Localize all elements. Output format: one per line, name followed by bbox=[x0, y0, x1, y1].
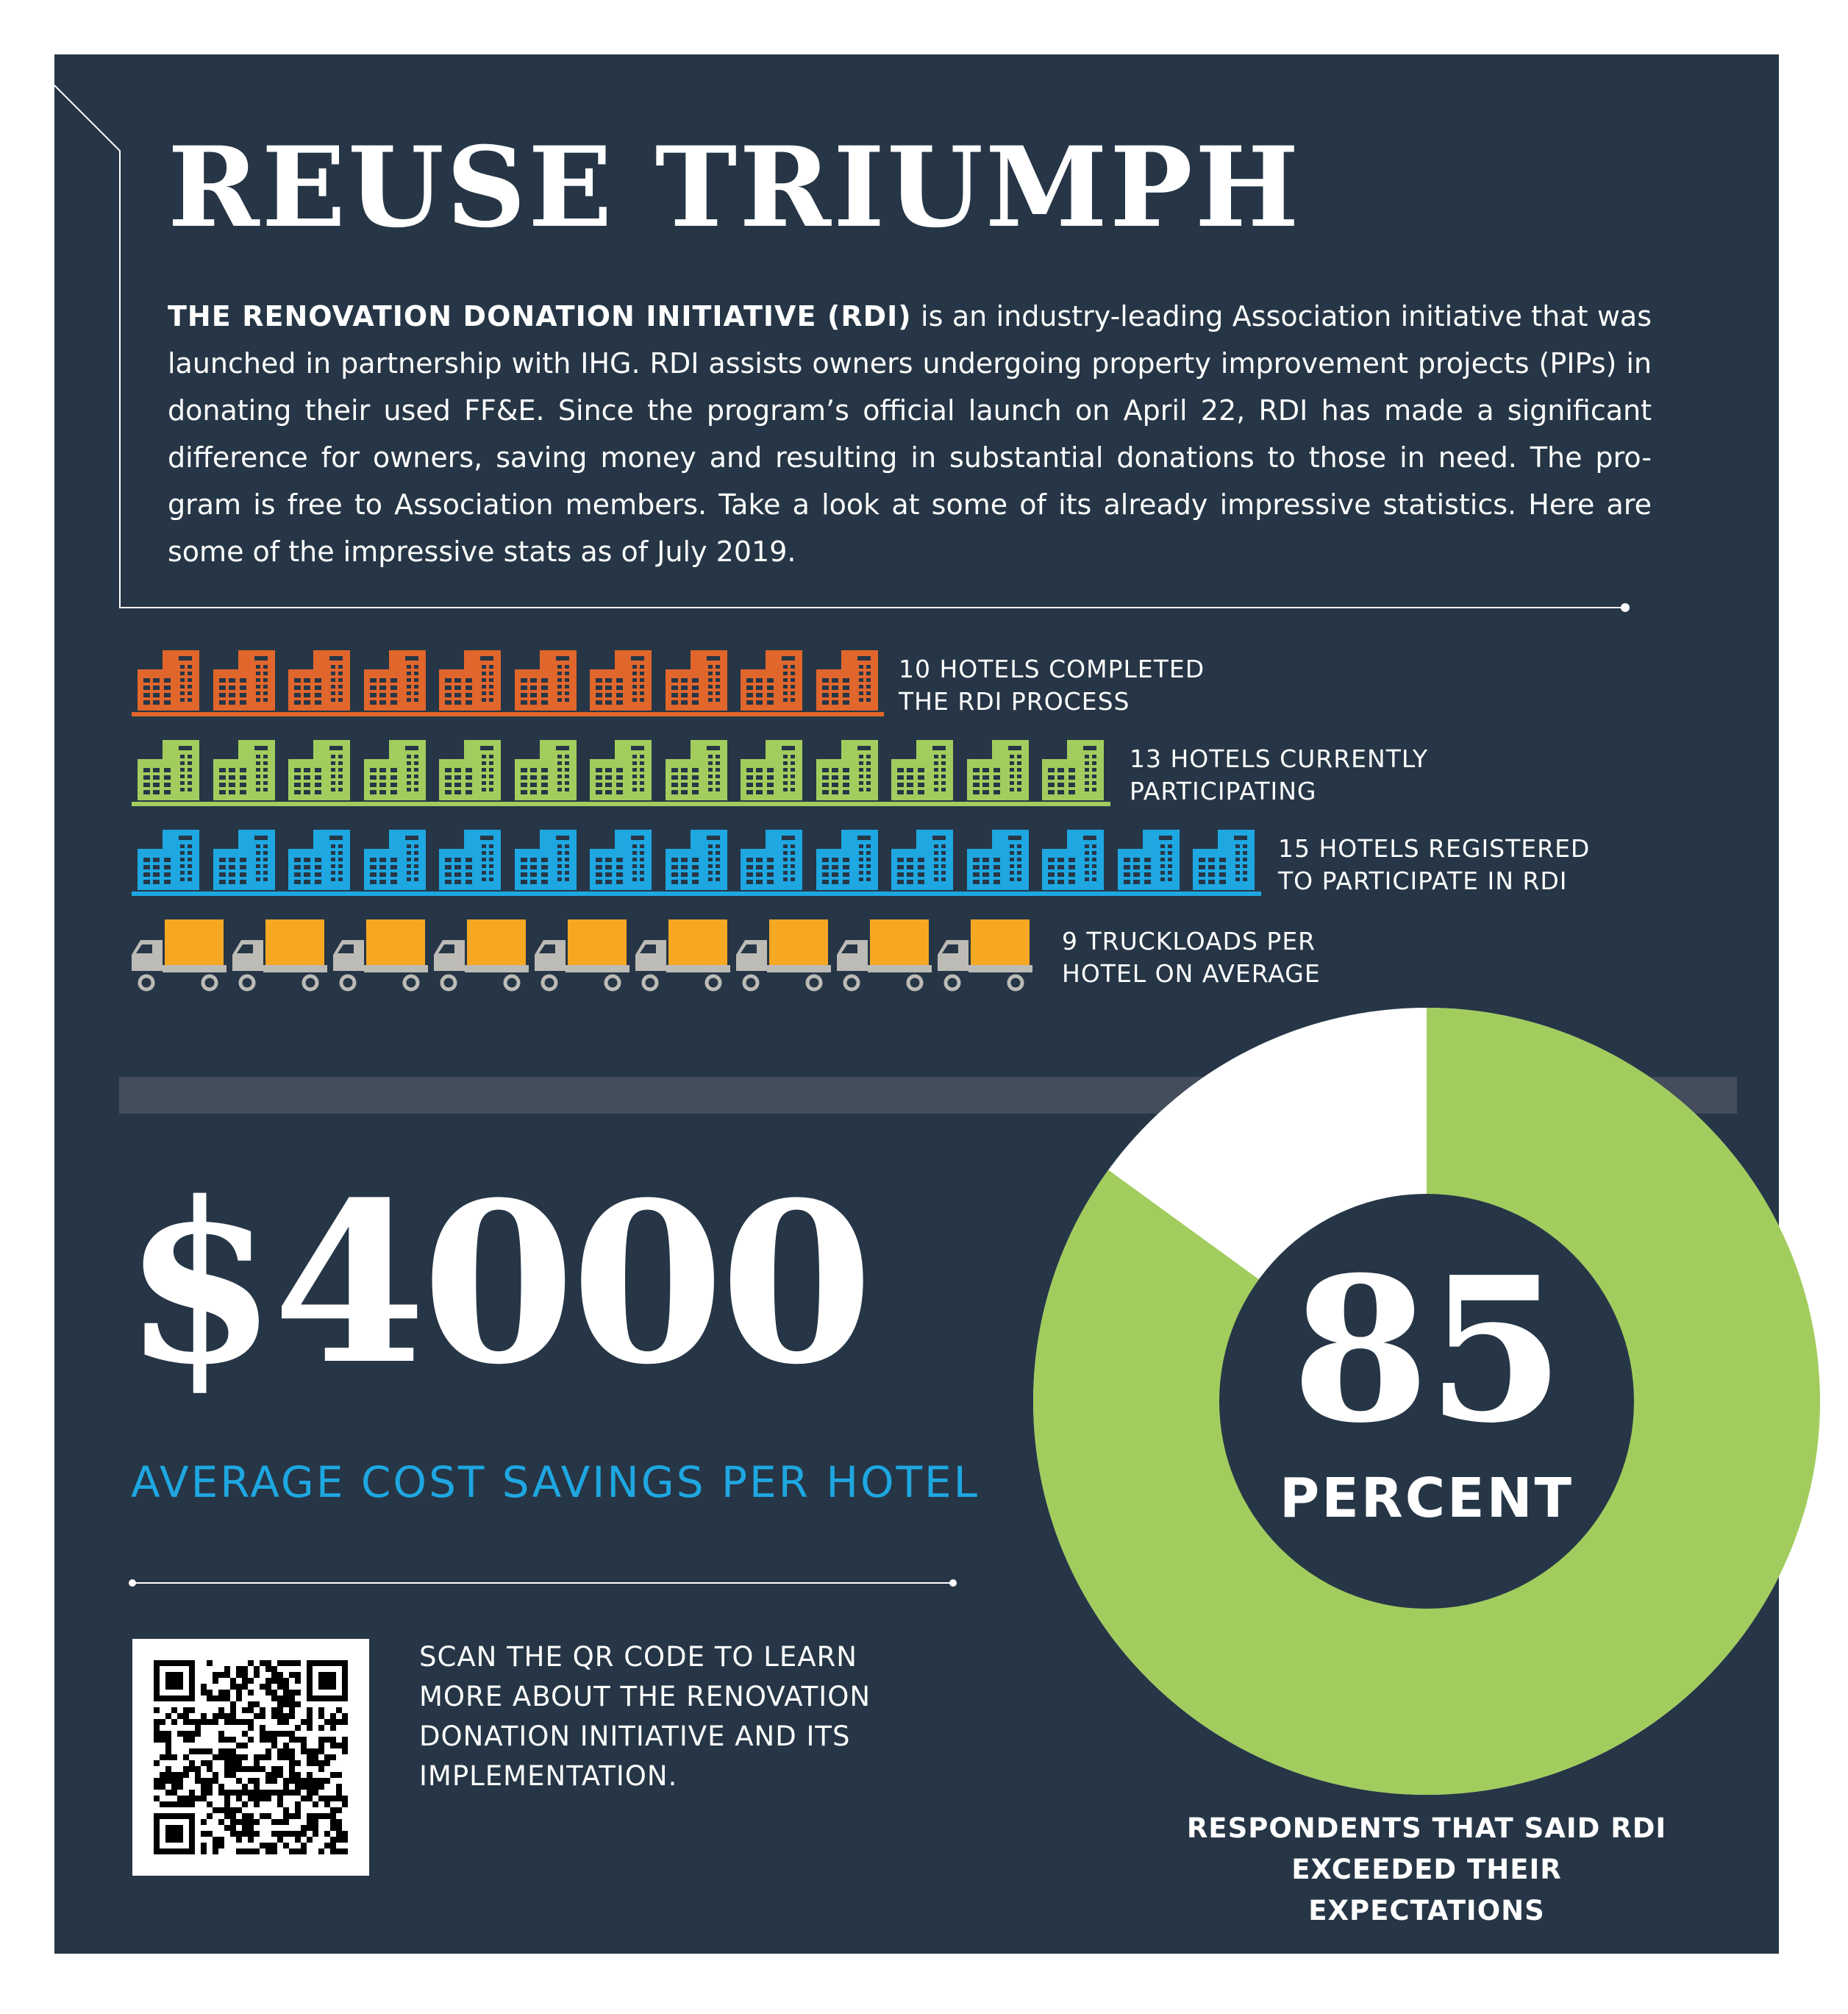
building-icon bbox=[584, 650, 654, 711]
building-icon bbox=[509, 830, 579, 890]
truck-icon bbox=[333, 919, 429, 992]
truck-icon bbox=[938, 919, 1033, 992]
stat-trucks-label: 9 TRUCKLOADS PER HOTEL ON AVERAGE bbox=[1062, 927, 1321, 988]
building-icon bbox=[282, 740, 353, 800]
building-icon bbox=[282, 650, 353, 711]
building-icon bbox=[660, 830, 730, 890]
building-icon bbox=[735, 740, 805, 800]
building-icon bbox=[885, 830, 956, 890]
building-icon bbox=[1187, 830, 1257, 890]
building-icon bbox=[660, 740, 730, 800]
qr-code-icon bbox=[132, 1639, 369, 1876]
building-icon bbox=[810, 650, 881, 711]
building-icon bbox=[433, 650, 504, 711]
stat-participating-label: 13 HOTELS CURRENTLY PARTICIPATING bbox=[1130, 744, 1429, 805]
building-icon bbox=[132, 830, 202, 890]
stat-registered-label: 15 HOTELS REGISTERED TO PARTICIPATE IN RDI bbox=[1278, 834, 1591, 895]
building-icon bbox=[1036, 740, 1107, 800]
building-icon bbox=[509, 740, 579, 800]
building-icon bbox=[735, 830, 805, 890]
building-icon bbox=[961, 740, 1032, 800]
building-icon bbox=[810, 830, 881, 890]
intro-paragraph bbox=[168, 293, 1652, 575]
stat-row-baseline bbox=[132, 802, 1110, 806]
building-icon bbox=[358, 830, 429, 890]
truck-icon bbox=[535, 919, 630, 992]
building-icon bbox=[509, 650, 579, 711]
building-icon bbox=[282, 830, 353, 890]
savings-amount: $4000 bbox=[124, 1153, 869, 1413]
building-icon bbox=[961, 830, 1032, 890]
truck-icon bbox=[232, 919, 328, 992]
building-icon bbox=[358, 740, 429, 800]
page-title: REUSE TRIUMPH bbox=[168, 123, 1302, 252]
building-icon bbox=[433, 740, 504, 800]
building-icon bbox=[132, 740, 202, 800]
truck-icon bbox=[736, 919, 832, 992]
truck-icon bbox=[837, 919, 932, 992]
truck-icon bbox=[635, 919, 731, 992]
building-icon bbox=[584, 830, 654, 890]
building-icon bbox=[207, 740, 278, 800]
building-icon bbox=[358, 650, 429, 711]
building-icon bbox=[1112, 830, 1182, 890]
building-icon bbox=[584, 740, 654, 800]
savings-caption: AVERAGE COST SAVINGS PER HOTEL bbox=[131, 1457, 980, 1507]
building-icon bbox=[433, 830, 504, 890]
intro-lead: THE RENOVATION DONATION INITIATIVE (RDI) bbox=[168, 300, 912, 332]
building-icon bbox=[810, 740, 881, 800]
building-icon bbox=[660, 650, 730, 711]
qr-caption: SCAN THE QR CODE TO LEARN MORE ABOUT THE RENOVATION DONATION INITIATIVE AND ITS IMPLEMENTATION. bbox=[419, 1641, 871, 1792]
truck-icon bbox=[434, 919, 529, 992]
percent-unit: PERCENT bbox=[1279, 1467, 1574, 1530]
percent-caption: RESPONDENTS THAT SAID RDI EXCEEDED THEIR EXPECTATIONS bbox=[1186, 1812, 1667, 1926]
stat-row-baseline bbox=[132, 712, 884, 716]
intro-body: is an industry-leading Association initiative that was launched in partnership with IHG. RDI assists owners undergoing property improvement projects (PIPs) in donating their used FF&E. Since the program’s official launch on April 22, RDI has made a significant difference for owners, saving money and resulting in substantial donations to those in need. The pro-gram is free to Association members. Take a look at some of its already impressive statistics. Here are some of the impressive stats as of July 2019. bbox=[168, 300, 1652, 568]
percent-number: 85 bbox=[1291, 1233, 1562, 1467]
truck-icon bbox=[132, 919, 227, 992]
building-icon bbox=[1036, 830, 1107, 890]
stat-row-baseline bbox=[132, 892, 1261, 896]
building-icon bbox=[207, 830, 278, 890]
building-icon bbox=[132, 650, 202, 711]
building-icon bbox=[885, 740, 956, 800]
building-icon bbox=[207, 650, 278, 711]
building-icon bbox=[735, 650, 805, 711]
stat-completed-label: 10 HOTELS COMPLETED THE RDI PROCESS bbox=[899, 655, 1205, 716]
qr-code[interactable] bbox=[132, 1639, 369, 1876]
